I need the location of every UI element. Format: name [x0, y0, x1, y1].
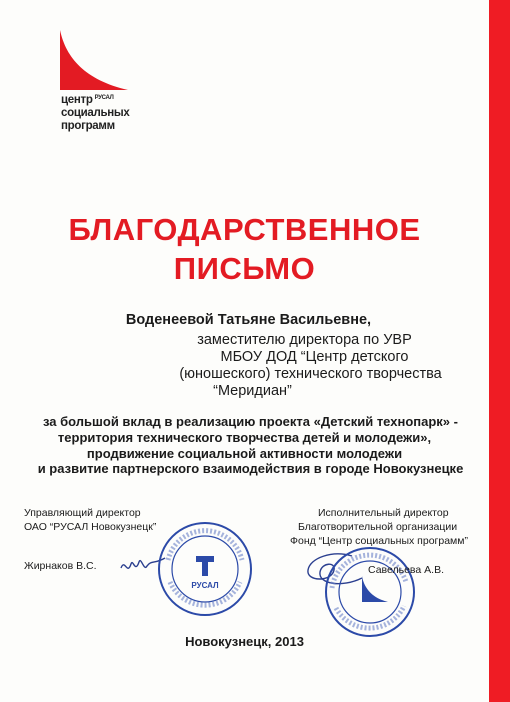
rusal-seal: [156, 520, 254, 618]
reason-line-3: продвижение социальной активности молодежи: [86, 446, 403, 461]
fund-seal: [322, 544, 418, 640]
logo-line-1: центр $^{РУСАЛ}$: [61, 94, 114, 106]
reason-line-2: территория технического творчества детей и молодежи»,: [57, 430, 432, 445]
logo: [28, 28, 148, 140]
right-signatory-title-1: Исполнительный директор: [318, 507, 449, 519]
title-line-2: ПИСЬМО: [173, 251, 316, 286]
title-line-1: БЛАГОДАРСТВЕННОЕ: [68, 212, 421, 247]
left-signatory-title-1: Управляющий директор: [24, 507, 141, 519]
logo-line-2: социальных: [61, 107, 130, 119]
logo-rusal-tag: РУСАЛ: [94, 95, 114, 101]
logo-line-3: программ: [61, 120, 115, 132]
right-signatory-title-3: Фонд “Центр социальных программ”: [290, 535, 468, 547]
recipient-org-line-3: “Меридиан”: [213, 383, 292, 399]
logo-triangle-icon: [30, 28, 130, 94]
right-signatory-name: Савельева А.В.: [368, 564, 444, 576]
reason-line-4: и развитие партнерского взаимодействия в городе Новокузнецке: [37, 461, 464, 476]
recipient-org-line-1: МБОУ ДОД “Центр детского: [220, 349, 409, 365]
left-signatory-name: Жирнаков В.С.: [24, 560, 97, 572]
left-signatory-title-2: ОАО “РУСАЛ Новокузнецк”: [24, 521, 157, 533]
right-signatory-title-2: Благотворительной организации: [298, 521, 458, 533]
recipient-position: заместителю директора по УВР: [197, 332, 412, 348]
place-date: Новокузнецк, 2013: [185, 634, 304, 649]
rusal-seal-text: РУСАЛ: [191, 581, 219, 590]
recipient-org-line-2: (юношеского) технического творчества: [179, 366, 442, 382]
recipient-name: Воденеевой Татьяне Васильевне,: [125, 312, 372, 328]
reason-line-1: за большой вклад в реализацию проекта «Детский технопарк» -: [43, 414, 458, 429]
